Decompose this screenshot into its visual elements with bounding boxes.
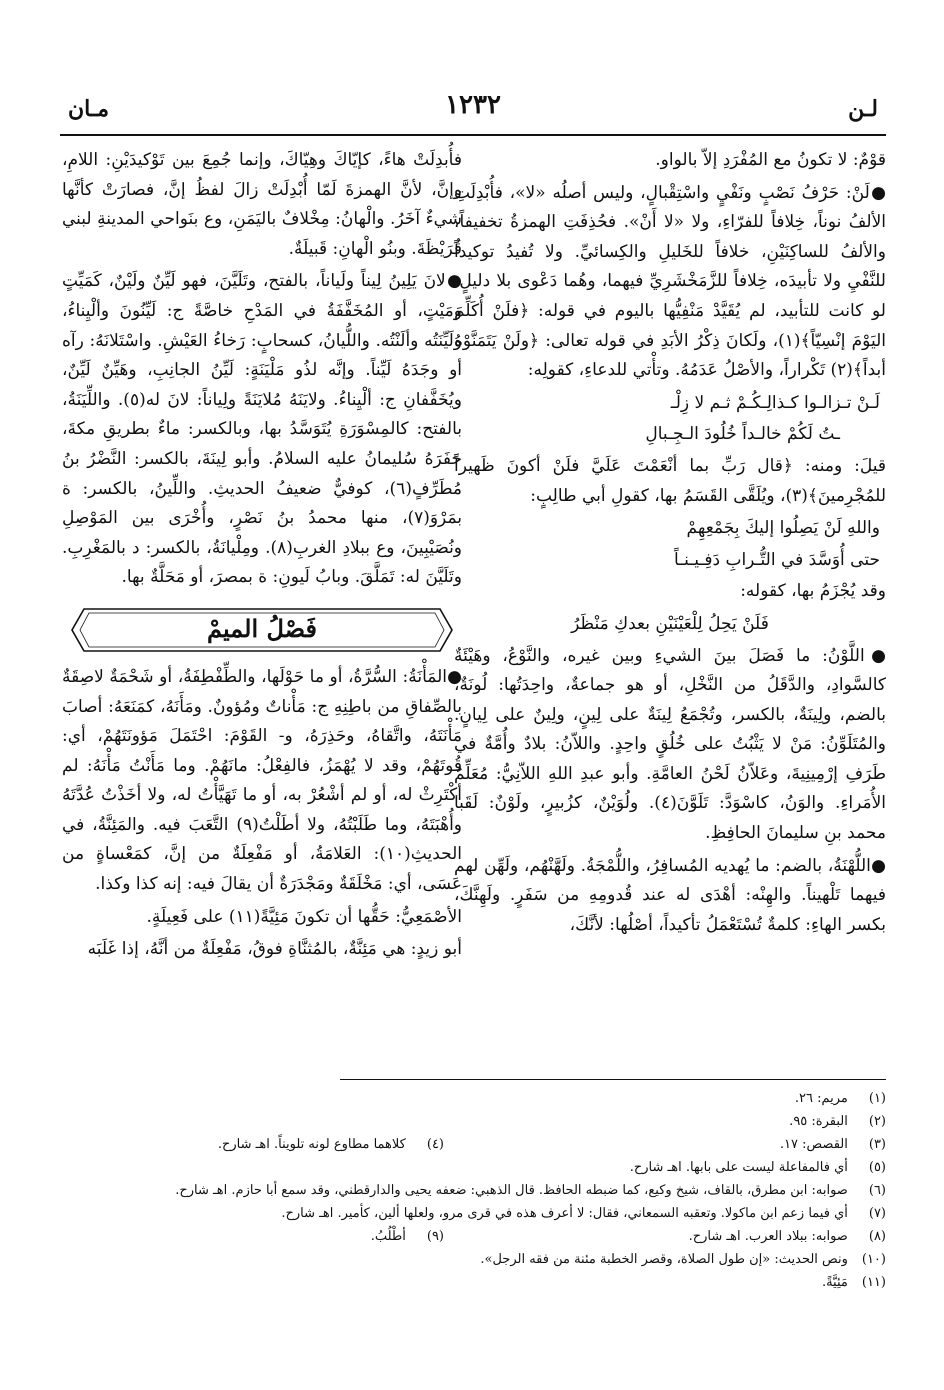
entry-asmai: الأصْمَعِيُّ: حَقُّها أن تكونَ مَئِيَّةً(١١) على فَعِيلَةٍ. bbox=[146, 906, 462, 927]
section-title-mim bbox=[70, 607, 454, 653]
entry-luhna-cont: فأُبدِلَتْ هاءً، كإيّاكَ وهِيّاكَ، وإنما جُمِعَ بين تَوْكيدَيْنِ: اللامِ، وإنَّ، لأنَّ الهمزةَ لَمّا أُبْدِلَتْ زالَ لفظُ إنَّ، فصارَتْ كأنَّها شيءٌ آخَرُ. والْهانُ: مِخْلافٌ باليَمَنِ، وع بنَواحي المدينةِ لبني قُرَيْظَةَ. وبنُو الْهانِ: قَبيلَةٌ. bbox=[62, 150, 462, 259]
page-header bbox=[60, 90, 886, 130]
header-left-word: مـان bbox=[68, 96, 110, 122]
footnote: (٨) صوابه: ببلاد العرب. اهـ شارح. bbox=[688, 1229, 886, 1244]
footnote: (٤) كلاهما مطاوع لونه تلويناً. اهـ شارح. bbox=[217, 1137, 444, 1152]
footnote: (٥) أي فالمفاعلة ليست على بابها. اهـ شارح. bbox=[629, 1160, 886, 1175]
entry-lana: ●لانَ يَلِينُ لِيناً ولَياناً، بالفتح، وتَلَيَّنَ، فهو لَيِّنٌ ولَيْنٌ، كَمَيِّتٍ ومَيْتٍ، أو المُخَفَّفَةُ في المَدْحِ خاصَّةً ج: لَيِّنُونَ وألْيِناءُ، ولَيِّنَتُه وألَنْتُه. واللُّيانُ، كسحابٍ: رَخاءُ العَيْشِ. واسْتَلانَهُ: رآه أو وجَدَهُ لَيِّناً. وإنَّه لذُو مَلْيَنَةٍ: لَيِّنُ الجانِبِ، وهَيِّنٌ لَيِّنٌ، ويُخَفَّفانِ ج: ألْيِناءُ. ولايَنَهُ مُلايَنَةً ولِياناً: لانَ له(٥). واللِّيَنَةُ، بالفتح: كالمِسْوَرَةِ يُتَوَسَّدُ بها، وبالكسر: ماءٌ بطريقِ مكةَ، حَفَرَهُ سُليمانُ عليه السلامُ. وأبو لِينَةَ، بالكسر: النَّضْرُ بنُ مُطَرِّفٍ(٦)، كوفيٌّ ضعيفُ الحديثِ. واللِّينُ، بالكسر: ة بمَرْوَ(٧)، منها محمدُ بنُ نَصْرٍ، وأُخْرَى بين المَوْصِلِ ونُصَيْبِينَ، وع ببلادِ الغربِ(٨). ومِلْيانَةُ، بالكسر: د بالمَغْرِبِ. وتَلَيَّنَ له: تَمَلَّقَ. وبابُ لَيونِ: ة بمصرَ، أو مَحَلَّةٌ بها. bbox=[62, 271, 463, 588]
entry-lawn: ●اللَّوْنُ: ما فَصَلَ بينَ الشيءِ وبين غيره، والنَّوْعُ، وهَيْئَةٌ كالسَّوادِ، والدَّقَلُ من النَّخْلِ، أو هو جماعةٌ، واحِدَتُها: لُونَةٌ، بالضم، ولِينَةٌ، بالكسر، وتُجْمَعُ لِينَةٌ على لِينٍ، ولِينٌ على لِيانٍ. والمُتَلَوِّنُ: مَنْ لا يَثْبُتُ على خُلُقٍ واحِدٍ. واللاّنُ: بلادٌ وأُمَّةٌ في طَرَفِ إرْمِينِيةَ، وعَلاّنُ لَحْنُ العامَّةِ. وأبو عبدِ اللهِ اللاّنِيُّ: مُعَلِّمُ الأُمَراءِ. والوَنُ، كاسْوَدَّ: تَلَوَّنَ(٤). ولُوَيْنٌ، كزُبيرٍ، ولَوْنٌ: لَقَبا محمد بنِ سليمانَ الحافِظِ. bbox=[454, 645, 886, 844]
footnote: (٧) أي فيما زعم ابن ماكولا. وتعقبه السمعاني، فقال: لا أعرف هذه في قرى مرو، ولعلها ألين، كأمير. اهـ شارح. bbox=[281, 1206, 886, 1221]
footnote: (٣) القصص: ١٧. bbox=[779, 1137, 886, 1152]
entry-abu-zayd: أبو زيدٍ: هي مَئِنَّةٌ، بالمُثنَّاةِ فوقُ، مَفْعِلَةٌ من أنَّهُ، إذا غَلَبَه bbox=[87, 939, 462, 960]
page-number: ١٢٣٢ bbox=[445, 90, 501, 120]
footnote: (١٠) ونص الحديث: «إن طول الصلاة، وقصر الخطبة مئنة من فقه الرجل». bbox=[480, 1252, 886, 1267]
header-right-word: لـن bbox=[848, 96, 878, 122]
verse2-line1: واللهِ لَنْ يَصِلُوا إليكَ بِجَمْعِهِمْ bbox=[686, 518, 880, 539]
left-column bbox=[62, 146, 462, 968]
entry-lan-qila: قيلَ: ومنه: ﴿قال رَبِّ بما أنْعَمْتَ عَلَيَّ فلَنْ أكونَ ظَهيراً للمُجْرِمينَ﴾(٣)، ويُلَقَّى القَسَمُ بها، كقولِ أبي طالِبٍ: bbox=[454, 455, 886, 506]
footnote: (١) مريم: ٢٦. bbox=[794, 1091, 886, 1106]
footnote: (٦) صوابه: ابن مطرق، بالقاف، شيخ وكيع، كما ضبطه الحافظ. قال الذهبي: ضعفه يحيى والدارقطني، وقد سمع أبا حازم. اهـ شارح. bbox=[175, 1183, 886, 1198]
entry-lan: ●لَنْ: حَرْفُ نَصْبٍ ونَفْيٍ واسْتِقْبالٍ، وليس أصلُه «لا»، فأُبْدِلَتِ الألفُ نوناً، خِلافاً للفرّاءِ، ولا «لا أَنْ». فحُذِفَتِ الهمزةُ تخفيفاً، والألفُ للساكِنَيْنِ، خلافاً للخَليلِ والكِسائيِّ. ولا تُفيدُ توكيداً للنَّفْيِ ولا تأبيدَه، خِلافاً للزَّمَخْشَرِيِّ فيهما، وهُما دَعْوى بلا دليلٍ. لو كانت للتأبيد، لم يُقَيَّدْ مَنْفِيُّها باليوم في قوله: ﴿فلَنْ أُكَلِّمَ اليَوْمَ إنْسِيّاً﴾(١)، ولَكانَ ذِكْرُ الأبَدِ في قوله تعالى: ﴿ولَنْ يَتَمَنَّوْهُ أبداً﴾(٢) تَكْراراً، والأصْلُ عَدَمُهُ. وتأْتي للدعاءِ، كقولِه: bbox=[454, 182, 886, 381]
entry-lan-jazm: وقد يُجْزَمُ بها، كقوله: bbox=[740, 581, 886, 602]
entry-luhna: ●اللُّهْنَةُ، بالضم: ما يُهديه المُسافِرُ، واللُّمْجَةُ. ولَهَّنْهُم، ولَهِّن لهم فيهما تَلْهيناً. والهِنْه: أهْدَى له عند قُدومِهِ من سَفَرٍ. ولَهِنَّكَ، بكسر الهاءِ: كلمةٌ تُسْتَعْمَلُ تأكيداً، أصْلُها: لأنَّكَ، bbox=[454, 855, 886, 935]
verse1-line1: لَـنْ تـزالـوا كـذالِـكُـمْ ثـم لا زِلْـ bbox=[670, 392, 880, 413]
header-rule bbox=[60, 134, 886, 136]
verse2-line2: حتى أُوَسَّدَ في التُّـرابِ دَفِـيـنـاً bbox=[673, 549, 880, 570]
footnote: (٩) أطْلُبُ. bbox=[370, 1229, 444, 1244]
verse1-line2: ـتُ لَكُمْ خالـداً خُلُودَ الـجِـبالِ bbox=[645, 424, 840, 445]
right-column bbox=[454, 146, 886, 943]
footnote: (٢) البقرة: ٩٥. bbox=[789, 1114, 886, 1129]
entry-lan-intro: قوْمٌ: لا تكونُ مع المُفْرَدِ إلاّ بالواو. bbox=[655, 150, 886, 170]
footnote: (١١) مَئِيَّةً. bbox=[821, 1275, 886, 1290]
entry-maana: ●المَأْنَةُ: السُّرَّةُ، أو ما حَوْلَها، والطِّفْطِفَةُ، أو شَحْمَةٌ لاصِقَةٌ بالصِّفاقِ من باطِنِهِ ج: مَأْناتٌ ومُؤونٌ. ومَأَنَهُ، كمَنَعَهُ: أصابَ مَأْنَتَهُ، واتَّقاهُ، وحَذِرَهُ، و- القَوْمَ: احْتَمَلَ مَؤونَتَهُمْ، أي: قُوتَهُمْ، وقد لا يُهْمَزُ، فالفِعْلُ: مانَهُمْ. وما مَأَنْتُ مَأْنَهُ: لم أكْتَرِثْ له، أو لم أشْعُرْ به، أو ما تَهَيَّأْتُ له، ولا أخَذْتُ عُدَّتَهُ وأُهْبَتَهُ، وما طَلَبْتُهُ، ولا أطَلْتُ(٩) التَّعَبَ فيه. والمَئِنَّةُ، في الحديثِ(١٠): العَلامَةُ، أو مَفْعِلَةٌ من إنَّ، كمَعْساةٍ من عَسَى، أي: مَخْلَقَةٌ ومَجْدَرَةٌ أن يقالَ فيه: إنه كذا وكذا. bbox=[62, 666, 462, 895]
footnote-rule bbox=[340, 1079, 886, 1080]
verse3: فَلَنْ يَحِلُ لِلْعَيْنَيْنِ بعدكِ مَنْظَرُ bbox=[571, 613, 769, 634]
section-title-label: فَصْلُ الميمْ bbox=[207, 613, 317, 643]
